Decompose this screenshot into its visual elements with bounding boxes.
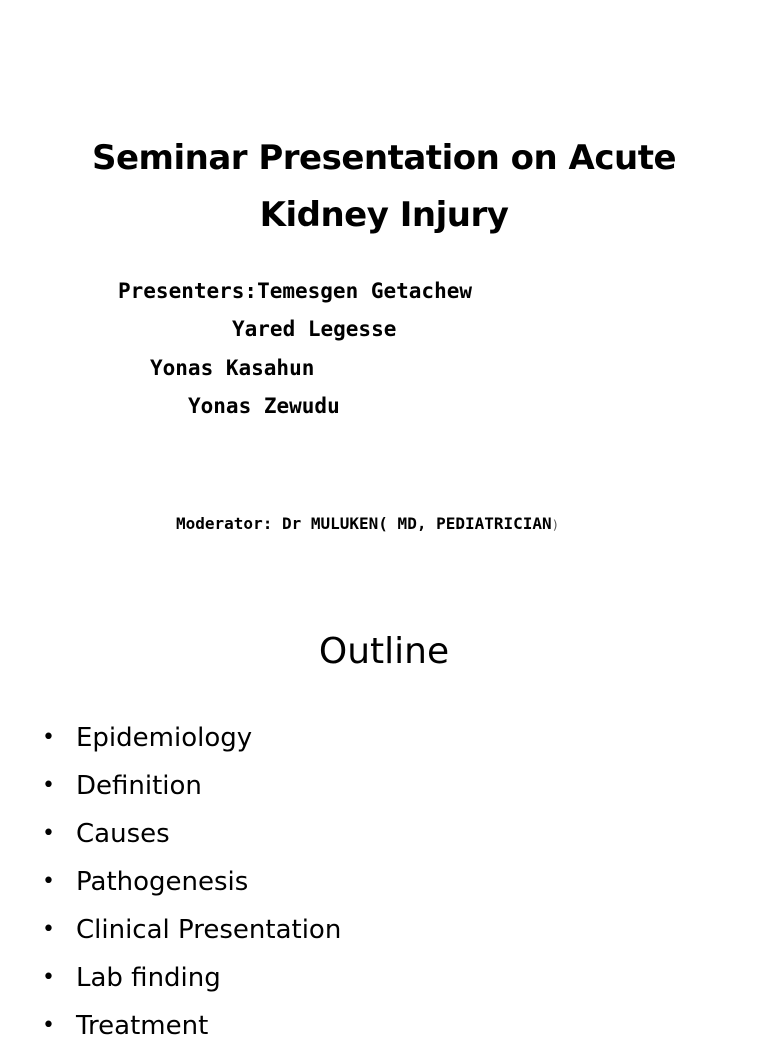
list-item-label: Epidemiology — [76, 723, 253, 753]
bullet-icon: • — [42, 965, 55, 990]
moderator-line — [176, 514, 559, 533]
list-item — [42, 954, 341, 1002]
bullet-icon: • — [42, 869, 55, 894]
moderator-close-paren: ) — [551, 518, 559, 532]
list-item — [42, 906, 341, 954]
list-item-label: Treatment — [76, 1011, 209, 1041]
bullet-icon: • — [42, 725, 55, 750]
list-item — [42, 1002, 341, 1050]
list-item-label: Pathogenesis — [76, 867, 249, 897]
list-item — [42, 762, 341, 810]
presenter-line: Yared Legesse — [232, 317, 397, 341]
bullet-icon: • — [42, 1013, 55, 1038]
slide-title — [0, 130, 768, 244]
presenter-line: Presenters:Temesgen Getachew — [118, 279, 473, 303]
presenter-line: Yonas Zewudu — [188, 394, 340, 418]
list-item — [42, 810, 341, 858]
slide-title-line-2: Kidney Injury — [259, 195, 509, 235]
list-item — [42, 858, 341, 906]
bullet-icon: • — [42, 917, 55, 942]
list-item-label: Causes — [76, 819, 170, 849]
moderator-text: Moderator: Dr MULUKEN( MD, PEDIATRICIAN — [176, 514, 552, 533]
outline-title: Outline — [318, 631, 450, 672]
slide-title-line-1: Seminar Presentation on Acute — [91, 138, 677, 178]
list-item-label: Clinical Presentation — [76, 915, 342, 945]
presenter-line: Yonas Kasahun — [150, 356, 315, 380]
outline-list — [42, 714, 341, 1050]
bullet-icon: • — [42, 821, 55, 846]
bullet-icon: • — [42, 773, 55, 798]
list-item-label: Lab finding — [76, 963, 221, 993]
list-item-label: Definition — [76, 771, 202, 801]
list-item — [42, 714, 341, 762]
